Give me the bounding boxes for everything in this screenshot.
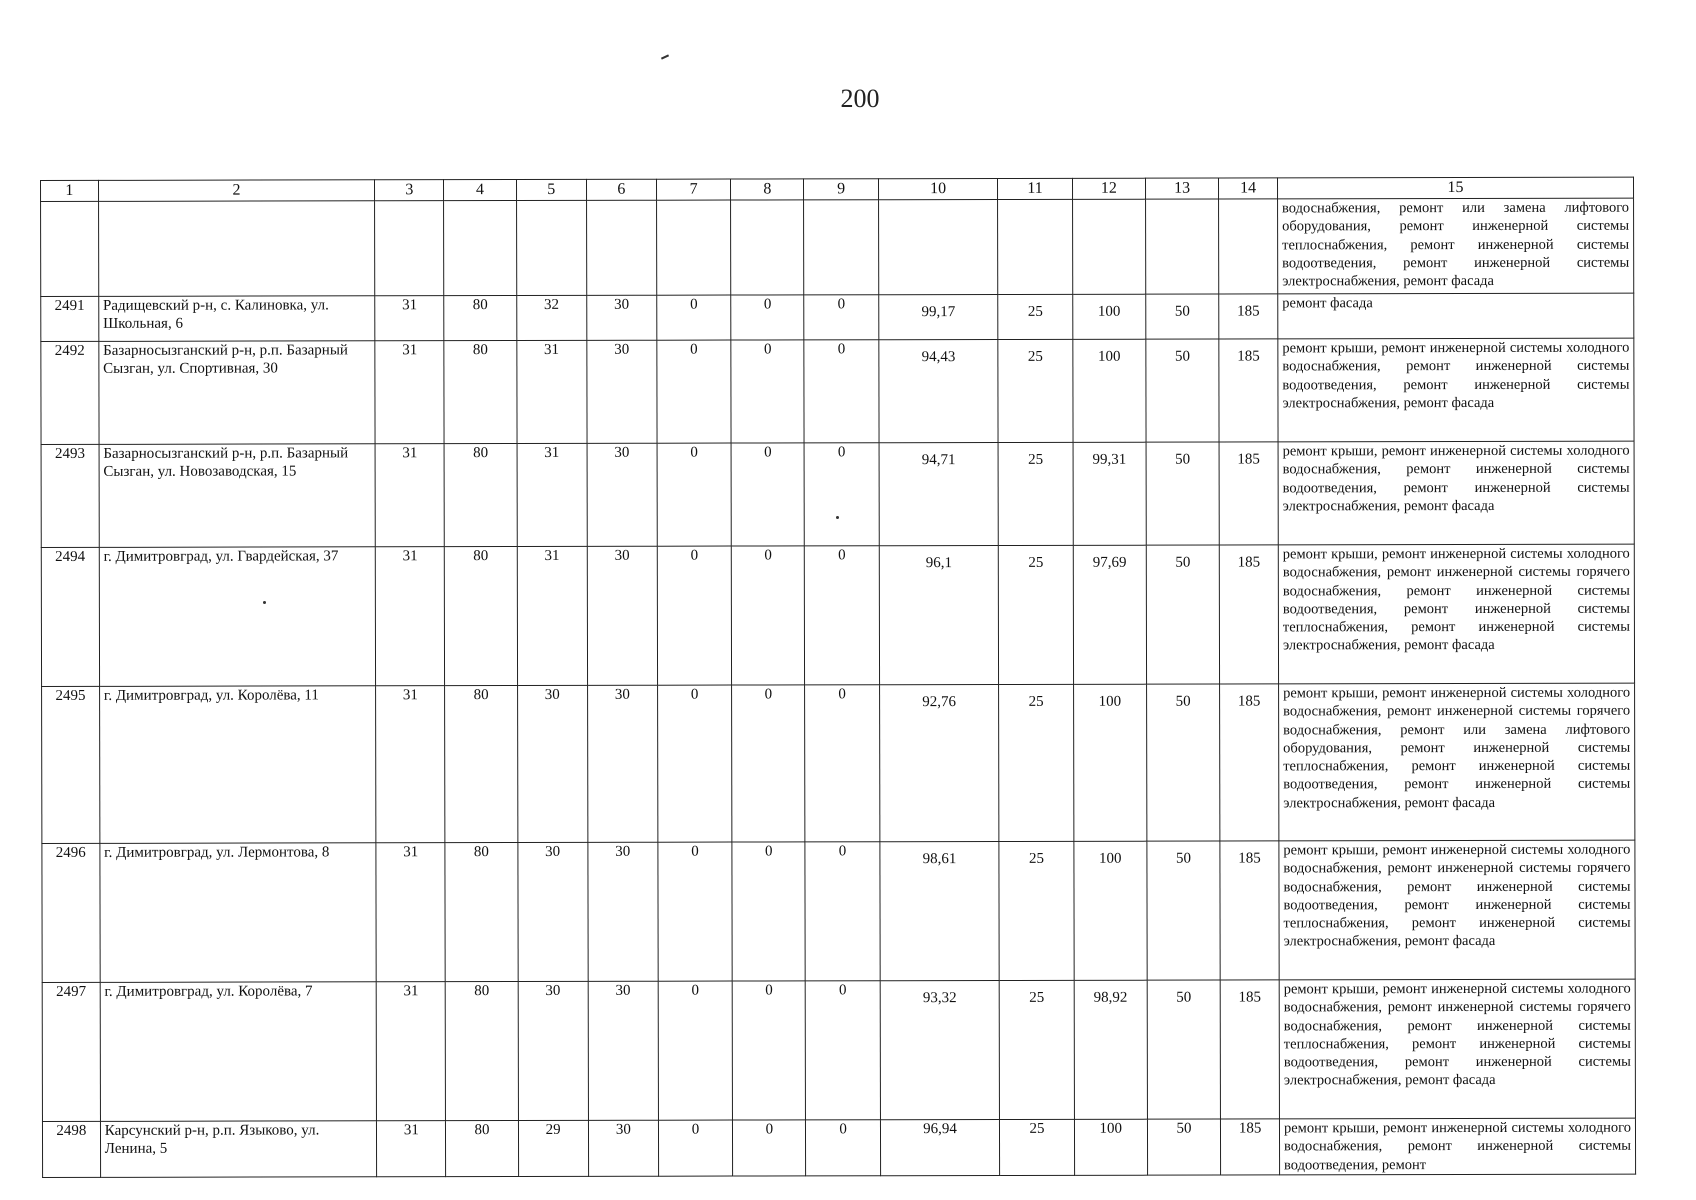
value-cell: 0	[732, 981, 806, 1120]
column-header: 11	[998, 178, 1072, 199]
value-cell: 100	[1073, 684, 1147, 841]
empty-cell	[444, 201, 516, 296]
value-cell: 100	[1072, 294, 1145, 339]
page-number: 200	[840, 84, 880, 113]
address-cell: г. Димитровград, ул. Гвардейская, 37	[99, 547, 376, 687]
value-cell: 25	[998, 339, 1072, 442]
column-header: 4	[444, 180, 516, 201]
value-cell: 97,69	[1073, 545, 1147, 684]
column-header: 3	[375, 180, 444, 201]
value-cell: 30	[587, 685, 657, 842]
value-cell: 31	[376, 686, 445, 843]
value-cell: 30	[587, 546, 657, 685]
works-cell: водоснабжения, ремонт или замена лифтового оборудования, ремонт инженерной системы теплоснабжения, ремонт инженерной системы водоотведения, ремонт инженерной системы электроснабжения, ремонт фасада	[1278, 198, 1634, 294]
empty-cell	[375, 201, 444, 296]
value-cell: 93,32	[880, 980, 1000, 1119]
value-cell: 0	[658, 842, 733, 981]
value-cell: 30	[517, 842, 587, 981]
empty-cell	[98, 201, 375, 297]
column-header: 12	[1072, 178, 1145, 199]
value-cell: 31	[375, 341, 444, 444]
row-number: 2496	[42, 843, 100, 982]
value-cell: 80	[445, 547, 518, 686]
value-cell: 0	[805, 685, 880, 842]
value-cell: 30	[588, 842, 658, 981]
value-cell: 80	[445, 686, 518, 843]
value-cell: 31	[376, 982, 445, 1121]
value-cell: 50	[1147, 980, 1221, 1119]
column-header: 14	[1219, 178, 1278, 199]
scan-speck	[836, 516, 839, 519]
empty-cell	[878, 199, 998, 294]
empty-cell	[1072, 199, 1145, 294]
value-cell: 0	[657, 340, 731, 443]
value-cell: 0	[657, 443, 731, 546]
value-cell: 31	[376, 843, 445, 982]
value-cell: 50	[1147, 841, 1221, 980]
table-row	[42, 683, 1635, 843]
value-cell: 92,76	[879, 684, 999, 841]
column-header: 8	[731, 179, 804, 200]
column-header: 2	[98, 180, 375, 202]
value-cell: 0	[731, 546, 805, 685]
value-cell: 0	[804, 340, 878, 443]
value-cell: 25	[998, 294, 1072, 339]
value-cell: 99,17	[878, 294, 998, 339]
value-cell: 50	[1146, 294, 1219, 339]
value-cell: 0	[806, 1120, 880, 1176]
value-cell: 0	[657, 546, 732, 685]
empty-cell	[1219, 199, 1278, 294]
works-cell: ремонт крыши, ремонт инженерной системы холодного водоснабжения, ремонт инженерной системы горячего водоснабжения, ремонт инженерной системы водоотведения, ремонт инженерной системы теплоснабжения, ремонт инженерной системы электроснабжения, ремонт фасада	[1279, 840, 1635, 980]
value-cell: 94,71	[879, 442, 999, 545]
works-cell: ремонт фасада	[1278, 293, 1634, 339]
value-cell: 0	[731, 340, 804, 443]
address-cell: Карсунский р-н, р.п. Языково, ул. Ленина, 5	[100, 1121, 377, 1177]
value-cell: 30	[588, 1120, 658, 1176]
value-cell: 80	[444, 444, 516, 547]
value-cell: 30	[518, 981, 588, 1120]
value-cell: 31	[516, 340, 586, 443]
works-cell: ремонт крыши, ремонт инженерной системы холодного водоснабжения, ремонт инженерной системы горячего водоснабжения, ремонт инженерной системы теплоснабжения, ремонт инженерной системы водоотведения, ремонт инженерной системы электроснабжения, ремонт фасада	[1279, 979, 1635, 1119]
value-cell: 50	[1146, 684, 1220, 841]
value-cell: 185	[1219, 294, 1278, 339]
address-cell: г. Димитровград, ул. Лермонтова, 8	[100, 843, 377, 983]
value-cell: 30	[587, 295, 657, 340]
value-cell: 185	[1220, 684, 1279, 841]
value-cell: 31	[375, 444, 444, 547]
column-header: 10	[878, 178, 998, 199]
row-number: 2498	[42, 1121, 100, 1177]
value-cell: 25	[1000, 980, 1075, 1119]
value-cell: 0	[732, 842, 806, 981]
value-cell: 185	[1220, 841, 1279, 980]
value-cell: 25	[999, 841, 1074, 980]
column-header: 13	[1145, 178, 1218, 199]
value-cell: 0	[805, 443, 879, 546]
value-cell: 100	[1074, 1119, 1147, 1175]
row-number: 2491	[41, 296, 99, 341]
scan-speck	[263, 601, 266, 604]
value-cell: 30	[588, 981, 658, 1120]
value-cell: 0	[806, 981, 881, 1120]
empty-cell	[1145, 199, 1218, 294]
value-cell: 25	[999, 545, 1074, 684]
value-cell: 80	[446, 982, 519, 1121]
value-cell: 30	[517, 685, 587, 842]
value-cell: 0	[805, 546, 880, 685]
works-cell: ремонт крыши, ремонт инженерной системы холодного водоснабжения, ремонт инженерной системы горячего водоснабжения, ремонт инженерной системы водоотведения, ремонт инженерной системы теплоснабжения, ремонт инженерной системы электроснабжения, ремонт фасада	[1278, 544, 1634, 684]
table-row	[42, 840, 1635, 982]
address-cell: г. Димитровград, ул. Королёва, 11	[99, 686, 376, 844]
value-cell: 100	[1073, 339, 1146, 442]
row-number: 2493	[41, 444, 99, 547]
value-cell: 80	[446, 1121, 518, 1177]
value-cell: 0	[731, 295, 804, 340]
value-cell: 0	[658, 1120, 732, 1176]
value-cell: 50	[1146, 442, 1219, 545]
value-cell: 0	[657, 685, 732, 842]
column-header: 6	[586, 179, 656, 200]
empty-cell	[516, 200, 586, 295]
column-header: 1	[41, 180, 99, 201]
value-cell: 185	[1219, 545, 1278, 684]
value-cell: 96,94	[880, 1119, 1000, 1175]
empty-cell	[656, 200, 730, 295]
value-cell: 0	[657, 295, 731, 340]
address-cell: Базарносызганский р-н, р.п. Базарный Сызган, ул. Новозаводская, 15	[99, 444, 376, 548]
value-cell: 32	[516, 295, 586, 340]
value-cell: 185	[1221, 1119, 1280, 1175]
works-cell: ремонт крыши, ремонт инженерной системы холодного водоснабжения, ремонт инженерной системы водоотведения, ремонт инженерной системы электроснабжения, ремонт фасада	[1278, 338, 1634, 442]
value-cell: 31	[517, 443, 587, 546]
value-cell: 50	[1146, 339, 1219, 442]
value-cell: 80	[444, 296, 516, 341]
value-cell: 31	[375, 296, 444, 341]
continuation-row	[41, 198, 1634, 296]
value-cell: 96,1	[879, 545, 999, 684]
value-cell: 31	[376, 547, 445, 686]
value-cell: 185	[1219, 442, 1278, 545]
value-cell: 185	[1219, 339, 1278, 442]
value-cell: 29	[518, 1120, 588, 1176]
address-cell: г. Димитровград, ул. Королёва, 7	[100, 982, 377, 1122]
table-row	[41, 338, 1634, 444]
register-table	[40, 177, 1636, 1178]
address-cell: Радищевский р-н, с. Калиновка, ул. Школьная, 6	[99, 296, 376, 342]
value-cell: 80	[445, 843, 518, 982]
table-sheet	[40, 177, 1636, 1178]
column-header: 9	[804, 179, 878, 200]
works-cell: ремонт крыши, ремонт инженерной системы холодного водоснабжения, ремонт инженерной системы горячего водоснабжения, ремонт или замена лифтового оборудования, ремонт инженерной системы теплоснабжения, ремонт инженерной системы водоотведения, ремонт инженерной системы электроснабжения, ремонт фасада	[1279, 683, 1635, 841]
value-cell: 94,43	[879, 339, 999, 442]
column-header: 5	[516, 179, 586, 200]
table-row	[41, 441, 1634, 547]
row-number: 2495	[42, 686, 100, 843]
value-cell: 31	[377, 1121, 446, 1177]
value-cell: 0	[732, 685, 806, 842]
value-cell: 31	[517, 546, 587, 685]
value-cell: 100	[1074, 841, 1148, 980]
value-cell: 0	[805, 842, 880, 981]
value-cell: 25	[998, 442, 1072, 545]
table-row	[42, 1118, 1635, 1177]
value-cell: 0	[804, 295, 878, 340]
row-number: 2492	[41, 341, 99, 444]
value-cell: 99,31	[1073, 442, 1146, 545]
value-cell: 30	[587, 340, 657, 443]
row-number: 2497	[42, 982, 100, 1121]
works-cell: ремонт крыши, ремонт инженерной системы холодного водоснабжения, ремонт инженерной системы водоотведения, ремонт	[1279, 1118, 1635, 1175]
column-header: 15	[1277, 177, 1633, 199]
table-row	[41, 544, 1634, 686]
empty-cell	[731, 200, 804, 295]
row-number: 2494	[41, 547, 99, 686]
value-cell: 50	[1146, 545, 1220, 684]
value-cell: 98,61	[880, 841, 1000, 980]
value-cell: 80	[444, 341, 516, 444]
value-cell: 50	[1147, 1119, 1220, 1175]
value-cell: 0	[658, 981, 733, 1120]
value-cell: 25	[999, 684, 1074, 841]
table-row	[41, 293, 1634, 341]
empty-cell	[586, 200, 656, 295]
empty-cell	[998, 199, 1072, 294]
value-cell: 0	[731, 443, 804, 546]
works-cell: ремонт крыши, ремонт инженерной системы холодного водоснабжения, ремонт инженерной системы водоотведения, ремонт инженерной системы электроснабжения, ремонт фасада	[1278, 441, 1634, 545]
table-row	[42, 979, 1635, 1121]
value-cell: 185	[1220, 980, 1279, 1119]
column-header: 7	[656, 179, 730, 200]
empty-cell	[41, 201, 99, 296]
value-cell: 25	[1000, 1119, 1074, 1175]
empty-cell	[804, 200, 878, 295]
table-body	[41, 198, 1636, 1177]
address-cell: Базарносызганский р-н, р.п. Базарный Сызган, ул. Спортивная, 30	[99, 341, 376, 445]
value-cell: 98,92	[1074, 980, 1148, 1119]
stray-mark	[661, 54, 669, 59]
value-cell: 0	[733, 1120, 806, 1176]
value-cell: 30	[587, 443, 657, 546]
